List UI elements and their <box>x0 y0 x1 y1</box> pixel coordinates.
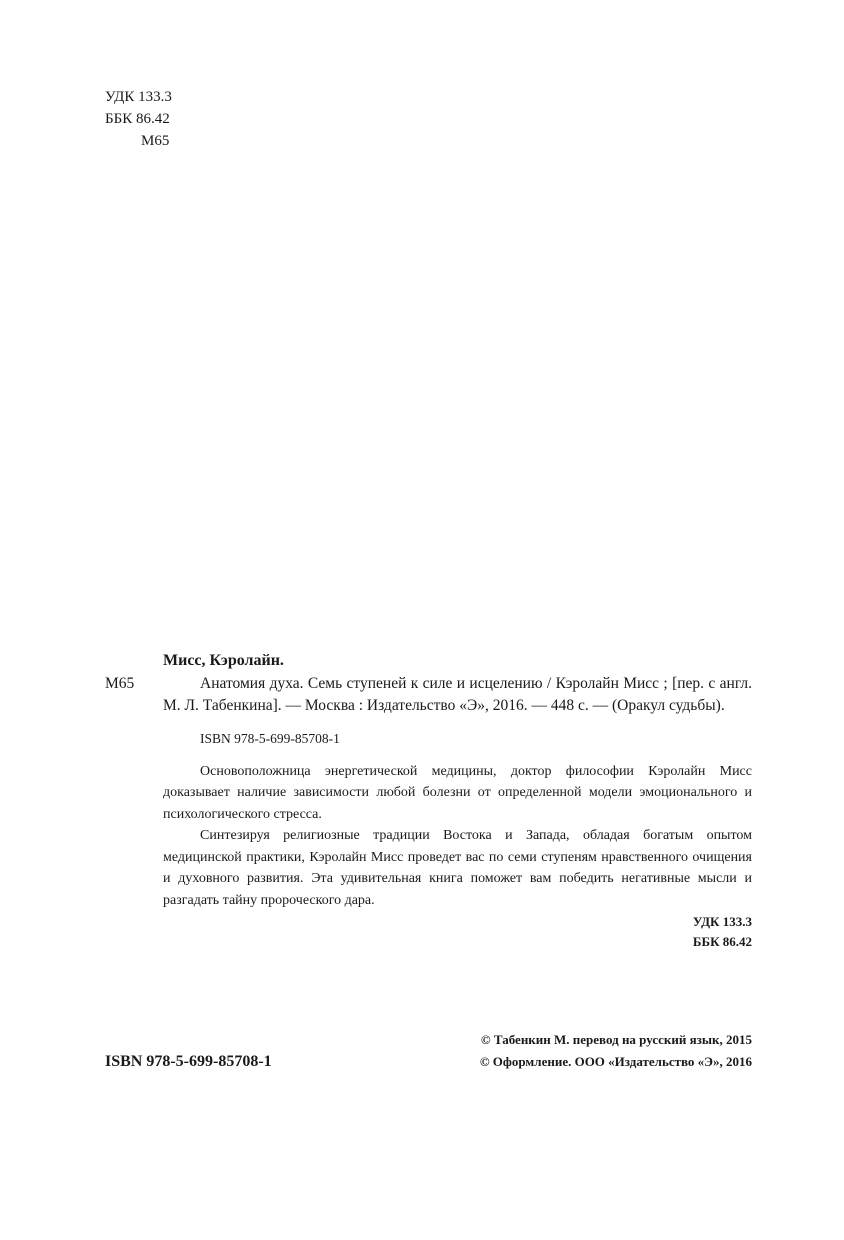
entry-bbk: ББК 86.42 <box>692 934 752 949</box>
cutter-code: М65 <box>141 133 170 149</box>
udk-code: УДК 133.3 <box>105 89 172 105</box>
annotation-paragraph: Синтезируя религиозные традиции Востока и Запада, обладая богатым опытом медицинской практики, Кэролайн Мисс проведет вас по семи ступеням нравственного очищения и духовного развития. Эта удивительная книга поможет вам победить негативные мысли и разгадать тайну пророческого дара. <box>163 828 752 908</box>
top-classification-block <box>105 86 172 152</box>
bbk-code: ББК 86.42 <box>105 111 170 127</box>
catalog-entry <box>163 650 752 952</box>
copyright-block <box>440 1029 752 1073</box>
entry-cutter-mark: М65 <box>105 675 135 692</box>
entry-isbn: ISBN 978-5-699-85708-1 <box>200 730 340 746</box>
entry-classification <box>163 912 752 952</box>
entry-udk: УДК 133.3 <box>692 914 752 929</box>
annotation-paragraph: Основоположница энергетической медицины, доктор философии Кэролайн Мисс доказывает наличие зависимости любой болезни от определенной модели эмоционального и психологического стресса. <box>163 763 752 822</box>
annotation <box>163 761 752 912</box>
copyright-design: © Оформление. ООО «Издательство «Э», 2016 <box>479 1054 752 1069</box>
copyright-translation: © Табенкин М. перевод на русский язык, 2015 <box>480 1032 752 1047</box>
footer-isbn: ISBN 978-5-699-85708-1 <box>105 1053 272 1070</box>
bibliographic-description: Анатомия духа. Семь ступеней к силе и исцелению / Кэролайн Мисс ; [пер. с англ. М. Л. Табенкина]. — Москва : Издательство «Э», 2016. — 448 с. — (Оракул судьбы). <box>163 674 752 714</box>
author-heading: Мисс, Кэролайн. <box>163 652 284 669</box>
